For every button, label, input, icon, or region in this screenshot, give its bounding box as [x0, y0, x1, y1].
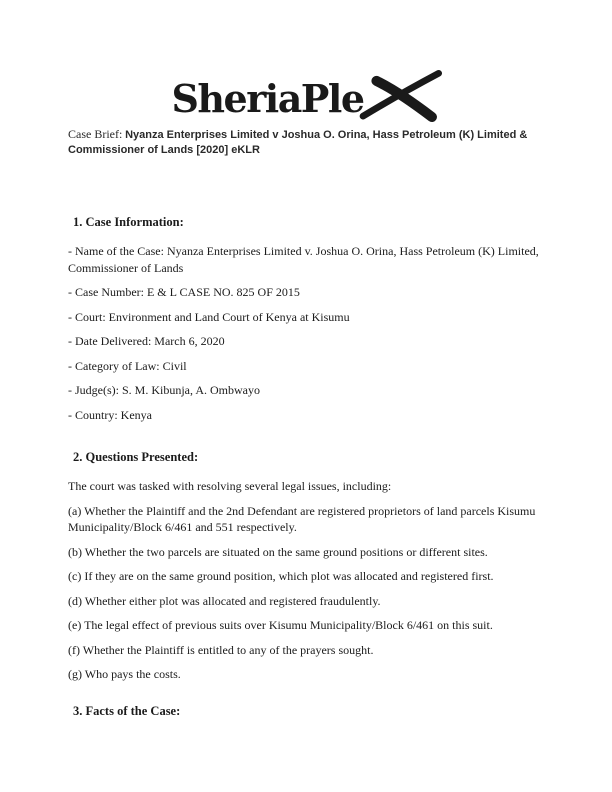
logo-text: SheriaPle — [171, 76, 364, 121]
case-brief-title — [68, 127, 545, 158]
question-e: (e) The legal effect of previous suits over Kisumu Municipality/Block 6/461 on this suit. — [68, 618, 493, 632]
court-line: - Court: Environment and Land Court of Kenya at Kisumu — [68, 309, 350, 324]
case-name-line: - Name of the Case: Nyanza Enterprises Limited v. Joshua O. Orina, Hass Petroleum (K) Limited, Commissioner of Lands — [68, 244, 539, 275]
question-c: (c) If they are on the same ground position, which plot was allocated and registered first. — [68, 569, 494, 583]
date-delivered-line: - Date Delivered: March 6, 2020 — [68, 334, 225, 348]
question-a: (a) Whether the Plaintiff and the 2nd Defendant are registered proprietors of land parcels Kisumu Municipality/Block 6/461 and 551 respectively. — [68, 503, 536, 534]
questions-intro-line: The court was tasked with resolving several legal issues, including: — [68, 479, 392, 493]
case-brief-label: Case Brief: — [68, 127, 123, 141]
section-heading-case-information: 1. Case Information: — [73, 215, 184, 229]
question-d: (d) Whether either plot was allocated and registered fraudulently. — [68, 593, 381, 608]
question-g: (g) Who pays the costs. — [68, 667, 181, 681]
section-questions-presented — [68, 449, 545, 683]
country-line: - Country: Kenya — [68, 407, 152, 422]
section-heading-questions-presented: 2. Questions Presented: — [73, 450, 199, 464]
swoosh-x-icon — [358, 67, 442, 125]
section-heading-facts-of-the-case: 3. Facts of the Case: — [73, 703, 181, 718]
section-facts-of-the-case — [68, 703, 545, 720]
case-brief-text: Nyanza Enterprises Limited v Joshua O. Orina, Hass Petroleum (K) Limited & Commissioner of Lands [2020] eKLR — [68, 129, 528, 156]
category-line: - Category of Law: Civil — [68, 358, 187, 373]
judges-line: - Judge(s): S. M. Kibunja, A. Ombwayo — [68, 383, 260, 397]
section-case-information — [68, 214, 545, 423]
case-number-line: - Case Number: E & L CASE NO. 825 OF 2015 — [68, 285, 300, 299]
question-b: (b) Whether the two parcels are situated on the same ground positions or different sites. — [68, 544, 488, 559]
question-f: (f) Whether the Plaintiff is entitled to any of the prayers sought. — [68, 642, 374, 657]
logo — [68, 64, 545, 121]
